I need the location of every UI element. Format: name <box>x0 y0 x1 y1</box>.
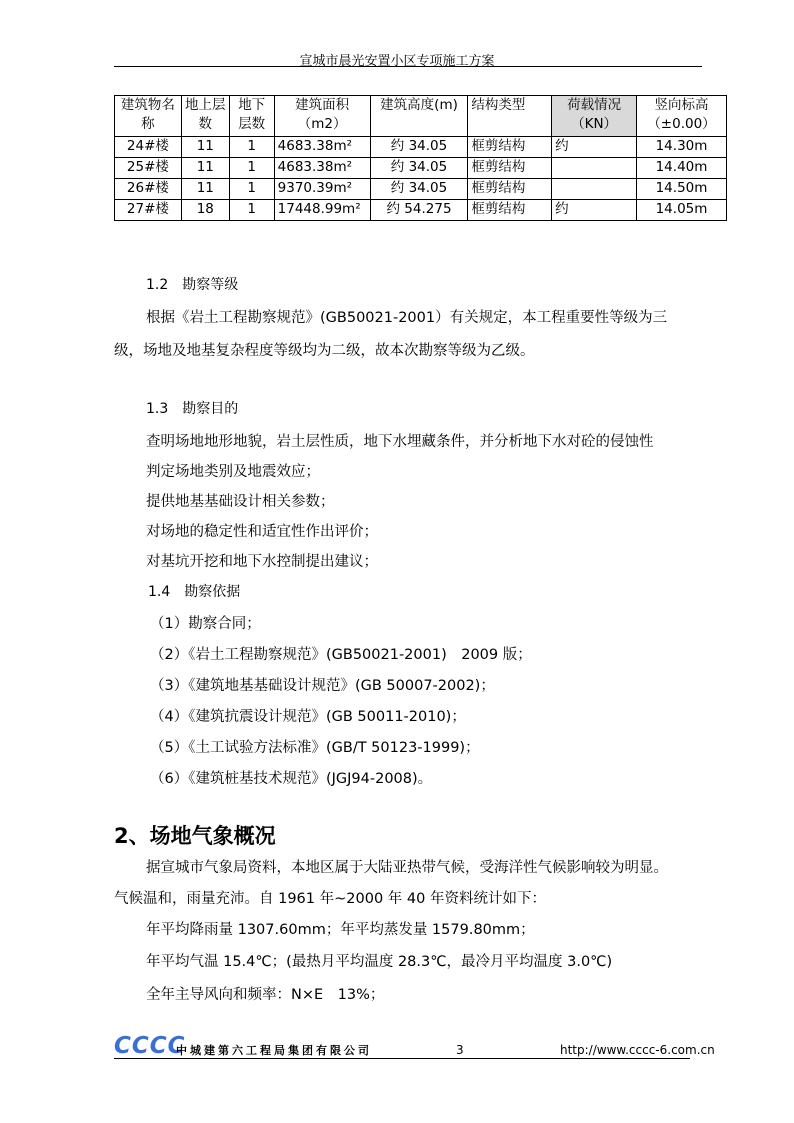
table-cell: 9370.39m² <box>274 179 370 200</box>
paragraph-line: 全年主导风向和频率：N×E 13%； <box>146 987 385 1003</box>
header-cell: 结构类型 <box>468 96 552 137</box>
list-item: （3）《建筑地基基础设计规范》(GB 50007-2002)； <box>150 678 495 694</box>
list-item: 对基坑开挖和地下水控制提出建议； <box>146 554 378 570</box>
table-cell: 1 <box>229 200 274 221</box>
table-cell: 14.30m <box>637 137 727 158</box>
list-item: 对场地的稳定性和适宜性作出评价； <box>146 524 378 540</box>
header-cell: 建筑高度(m) <box>370 96 468 137</box>
list-item: （5）《土工试验方法标准》(GB/T 50123-1999)； <box>150 740 480 756</box>
table-cell: 框剪结构 <box>468 200 552 221</box>
table-cell: 14.40m <box>637 158 727 179</box>
table-cell: 11 <box>181 137 229 158</box>
table-cell: 1 <box>229 158 274 179</box>
table-header-row <box>115 96 727 137</box>
table-cell: 24#楼 <box>115 137 182 158</box>
header-cell: 荷载情况（KN） <box>552 96 637 137</box>
table-cell: 约 34.05 <box>370 158 468 179</box>
paragraph-line: 据宣城市气象局资料，本地区属于大陆亚热带气候，受海洋性气候影响较为明显。 <box>146 860 668 876</box>
table-cell: 18 <box>181 200 229 221</box>
list-item: （4）《建筑抗震设计规范》(GB 50011-2010)； <box>150 709 466 725</box>
header-cell: 建筑面积（m2） <box>274 96 370 137</box>
paragraph-line: 根据《岩土工程勘察规范》(GB50021-2001）有关规定，本工程重要性等级为三 <box>146 310 668 326</box>
table-cell: 25#楼 <box>115 158 182 179</box>
table-cell: 框剪结构 <box>468 158 552 179</box>
header-cell: 地上层数 <box>181 96 229 137</box>
list-item: 判定场地类别及地震效应； <box>146 464 320 480</box>
list-item: （1）勘察合同； <box>150 616 261 632</box>
table-cell: 框剪结构 <box>468 137 552 158</box>
table-cell: 约 34.05 <box>370 137 468 158</box>
table-cell <box>552 179 637 200</box>
table-row <box>115 200 727 221</box>
table-cell: 11 <box>181 179 229 200</box>
table-row <box>115 179 727 200</box>
list-item: （6）《建筑桩基技术规范》(JGJ94-2008)。 <box>150 771 433 787</box>
table-cell: 4683.38m² <box>274 158 370 179</box>
section-1-3-heading: 1.3 勘察目的 <box>146 401 239 417</box>
paragraph-line: 级，场地及地基复杂程度等级均为二级，故本次勘察等级为乙级。 <box>114 343 535 359</box>
table-cell: 17448.99m² <box>274 200 370 221</box>
page-number: 3 <box>456 1043 464 1057</box>
table-cell: 约 <box>552 200 637 221</box>
table-cell: 26#楼 <box>115 179 182 200</box>
table-cell: 框剪结构 <box>468 179 552 200</box>
table-cell: 14.05m <box>637 200 727 221</box>
table-cell: 1 <box>229 137 274 158</box>
paragraph-line: 气候温和，雨量充沛。自 1961 年~2000 年 40 年资料统计如下： <box>114 891 546 907</box>
table-row <box>115 137 727 158</box>
header-cell: 建筑物名称 <box>115 96 182 137</box>
table-row <box>115 158 727 179</box>
table-cell: 14.50m <box>637 179 727 200</box>
list-item: （2）《岩土工程勘察规范》(GB50021-2001) 2009 版； <box>150 647 532 663</box>
building-table <box>114 95 727 221</box>
page-header-title: 宣城市晨光安置小区专项施工方案 <box>299 54 495 69</box>
section-1-4-heading: 1.4 勘察依据 <box>148 584 241 600</box>
paragraph-line: 年平均降雨量 1307.60mm；年平均蒸发量 1579.80mm； <box>146 922 535 938</box>
footer-divider <box>114 1058 690 1059</box>
paragraph-line: 年平均气温 15.4℃；(最热月平均温度 28.3℃，最冷月平均温度 3.0℃) <box>146 954 613 970</box>
table-cell: 约 34.05 <box>370 179 468 200</box>
table-cell: 1 <box>229 179 274 200</box>
table-cell: 约 <box>552 137 637 158</box>
section-1-2-heading: 1.2 勘察等级 <box>146 277 239 293</box>
table-cell: 11 <box>181 158 229 179</box>
company-logo: CCCC <box>114 1033 186 1059</box>
list-item: 查明场地地形地貌，岩土层性质，地下水埋藏条件，并分析地下水对砼的侵蚀性 <box>146 434 654 450</box>
table-cell: 约 54.275 <box>370 200 468 221</box>
table-cell: 27#楼 <box>115 200 182 221</box>
company-url-link[interactable]: http://www.cccc-6.com.cn <box>560 1043 715 1057</box>
company-name: 中城建第六工程局集团有限公司 <box>176 1044 372 1057</box>
header-divider <box>114 66 702 67</box>
section-2-heading: 2、场地气象概况 <box>114 824 276 848</box>
header-cell: 地下层数 <box>229 96 274 137</box>
table-cell <box>552 158 637 179</box>
table-cell: 4683.38m² <box>274 137 370 158</box>
list-item: 提供地基基础设计相关参数； <box>146 494 335 510</box>
header-cell: 竖向标高（±0.00） <box>637 96 727 137</box>
